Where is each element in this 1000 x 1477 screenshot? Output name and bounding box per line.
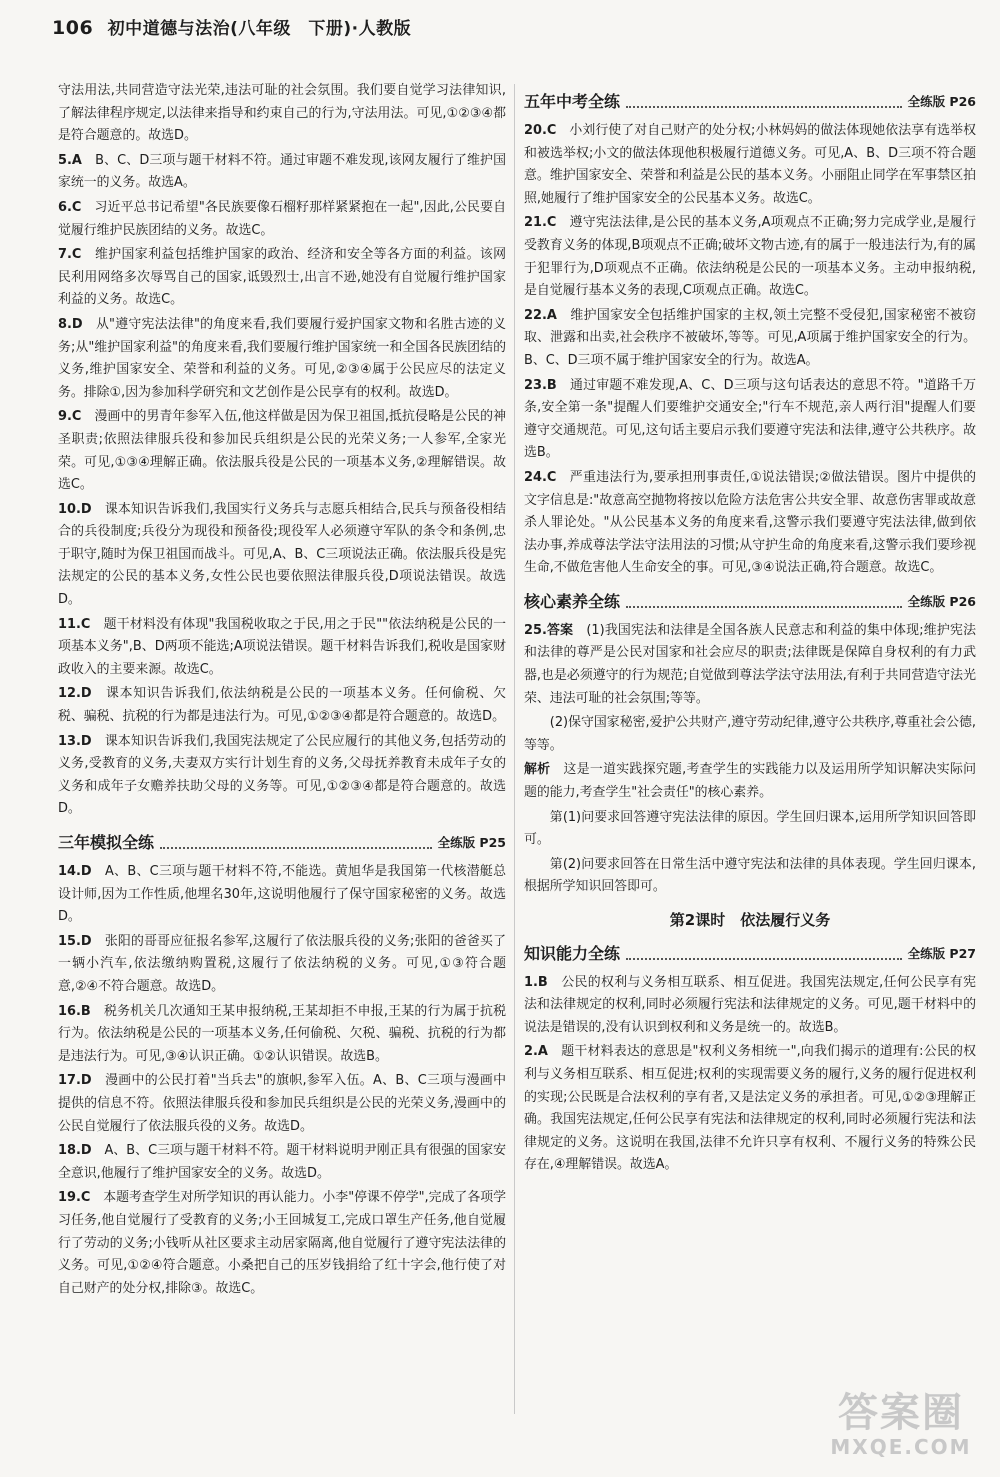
section-page-ref: 全练版 P27: [907, 946, 976, 961]
answer-item: 12.D 课本知识告诉我们,依法纳税是公民的一项基本义务。任何偷税、欠税、骗税、抗税的行为都是违法行为。可见,①②③④都是符合题意的。故选D。: [58, 686, 506, 725]
answer-item: 23.B 通过审题不难发现,A、C、D三项与这句话表达的意思不符。"道路千万条,安全第一条"提醒人们要维护交通安全;"行车不规范,亲人两行泪"提醒人们要遵守交通规范。可见,这句话主要启示我们要遵守宪法和法律,遵守公共秩序。故选B。: [524, 377, 976, 461]
lesson-title: 第2课时 依法履行义务: [669, 911, 831, 929]
answer-item: 22.A 维护国家安全包括维护国家的主权,领土完整不受侵犯,国家秘密不被窃取、泄露和出卖,社会秩序不被破坏,等等。可见,A项属于维护国家安全的行为。B、C、D三项不属于维护国家安全的行为。故选A。: [524, 307, 977, 368]
page-number: 106: [52, 17, 94, 39]
section-title: 核心素养全练: [524, 592, 621, 612]
section-page-ref: 全练版 P25: [437, 835, 506, 851]
answer-item: 2.A 题干材料表达的意思是"权利义务相统一",向我们揭示的道理有:公民的权利与义务相互联系、相互促进;权利的实现需要义务的履行,义务的履行促进权利的实现;公民既是合法权利的享有者,又是法定义务的承担者。可见,①②③理解正确。我国宪法规定,任何公民享有宪法和法律规定的权利,同时必须履行宪法和法律规定的义务。这说明在我国,法律不允许只享有权利、不履行义务的特殊公民存在,④理解错误。故选A。: [524, 1044, 976, 1173]
analysis-part-2: 第(2)问要求回答在日常生活中遵守宪法和法律的具体表现。学生回归课本,根据所学知识回答即可。: [524, 856, 976, 895]
answer-item: 13.D 课本知识告诉我们,我国宪法规定了公民应履行的其他义务,包括劳动的义务,受教育的义务,夫妻双方实行计划生育的义务,父母抚养教育未成年子女的义务和成年子女赡养扶助父母的义务等。可见,①②③④都是符合题意的。故选D。: [58, 733, 506, 817]
book-title: 初中道德与法治(八年级 下册)·人教版: [107, 19, 412, 39]
answer-item: 11.C 题干材料没有体现"我国税收取之于民,用之于民""依法纳税是公民的一项基本义务",B、D两项不能选;A项说法错误。题干材料告诉我们,税收是国家财政收入的主要来源。故选C。: [58, 616, 507, 677]
section-page-ref: 全练版 P26: [907, 594, 976, 610]
answer-item: 15.D 张阳的哥哥应征报名参军,这履行了依法服兵役的义务;张阳的爸爸买了一辆小汽车,依法缴纳购置税,这履行了依法纳税的义务。可见,①③符合题意,②④不符合题意。故选D。: [58, 933, 506, 994]
analysis: 解析 这是一道实践探究题,考查学生的实践能力以及运用所学知识解决实际问题的能力,考查学生"社会责任"的核心素养。: [524, 762, 977, 801]
analysis-part-1: 第(1)问要求回答遵守宪法法律的原因。学生回归课本,运用所学知识回答即可。: [524, 809, 976, 848]
answer-item: 1.B 公民的权利与义务相互联系、相互促进。我国宪法规定,任何公民享有宪法和法律规定的权利,同时必须履行宪法和法律规定的义务。可见,题干材料中的说法是错误的,没有认识到权利和义务是统一的。故选B。: [524, 974, 976, 1035]
answer-part-2: (2)保守国家秘密,爱护公共财产,遵守劳动纪律,遵守公共秩序,尊重社会公德,等等。: [524, 715, 976, 753]
left-column: [58, 80, 506, 1302]
answer-item: 10.D 课本知识告诉我们,我国实行义务兵与志愿兵相结合,民兵与预备役相结合的兵役制度;兵役分为现役和预备役;现役军人必须遵守军队的条令和条例,忠于职守,随时为保卫祖国而战斗。可见,A、B、C三项说法正确。依法服兵役是宪法规定的公民的基本义务,女性公民也要依照法律服兵役,D项说法错误。故选D。: [58, 501, 506, 608]
section-page-ref: 全练版 P26: [907, 94, 976, 110]
dotted-leader: [626, 106, 902, 108]
column-divider: [514, 84, 515, 1414]
section-title: 知识能力全练: [524, 944, 621, 963]
section-heading: [524, 588, 976, 614]
answer-item: 18.D A、B、C三项与题干材料不符。题干材料说明尹刚正具有很强的国家安全意识,他履行了维护国家安全的义务。故选D。: [58, 1143, 507, 1181]
page-header: [52, 14, 411, 44]
answer-item: 14.D A、B、C三项与题干材料不符,不能选。黄旭华是我国第一代核潜艇总设计师,因为工作性质,他埋名30年,这说明他履行了保守国家秘密的义务。故选D。: [58, 864, 507, 925]
answer-item: 7.C 维护国家利益包括维护国家的政治、经济和安全等各方面的利益。该网民利用网络多次辱骂自己的国家,诋毁烈士,出言不逊,她没有自觉履行维护国家利益的义务。故选C。: [58, 247, 507, 308]
site-watermark: 答案圈 MXQE.COM: [830, 1390, 972, 1459]
answer-item: 17.D 漫画中的公民打着"当兵去"的旗帜,参军入伍。A、B、C三项与漫画中提供的信息不符。依照法律服兵役和参加民兵组织是公民的光荣义务,漫画中的公民自觉履行了依法服兵役的义务。故选D。: [58, 1073, 506, 1134]
answer-item: 21.C 遵守宪法法律,是公民的基本义务,A项观点不正确;努力完成学业,是履行受教育义务的体现,B项观点不正确;破坏文物古迹,有的属于一般违法行为,有的属于犯罪行为,D项观点不正确。依法纳税是公民的一项基本义务。主动申报纳税,是自觉履行基本义务的表现,C项观点正确。故选C。: [524, 215, 977, 299]
answer-item: 9.C 漫画中的男青年参军入伍,他这样做是因为保卫祖国,抵抗侵略是公民的神圣职责;依照法律服兵役和参加民兵组织是公民的光荣义务;一人参军,全家光荣。可见,①③④理解正确。依法服兵役是公民的一项基本义务,②理解错误。故选C。: [58, 409, 506, 493]
answer-intro: 守法用法,共同营造守法光荣,违法可耻的社会氛围。我们要自觉学习法律知识,了解法律程序规定,以法律来指导和约束自己的行为,守法用法。可见,①②③④都是符合题意的。故选D。: [58, 83, 506, 144]
answer-item: 8.D 从"遵守宪法法律"的角度来看,我们要履行爱护国家文物和名胜古迹的义务;从"维护国家利益"的角度来看,我们要履行维护国家统一和全国各民族团结的义务,维护国家安全、荣誉和利益的义务。可见,②③④属于公民应尽的法定义务。排除①,因为参加科学研究和文艺创作是公民享有的权利。故选D。: [58, 316, 506, 400]
right-column: [524, 88, 976, 1179]
dotted-leader: [160, 847, 432, 849]
answer-item: 24.C 严重违法行为,要承担刑事责任,①说法错误;②做法错误。图片中提供的文字信息是:"故意高空抛物将按以危险方法危害公共安全罪、故意伤害罪或故意杀人罪论处。"从公民基本义务的角度来看,这警示我们要遵守宪法法律,做到依法办事,养成尊法学法守法用法的习惯;从守护生命的角度来看,这警示我们要珍视生命,不做危害他人生命安全的事。可见,③④说法正确,符合题意。故选C。: [524, 469, 977, 576]
answer-item: 19.C 本题考查学生对所学知识的再认能力。小李"停课不停学",完成了各项学习任务,他自觉履行了受教育的义务;小王回城复工,完成口罩生产任务,他自觉履行了劳动的义务;小钱听从社区要求主动居家隔离,他自觉履行了遵守宪法法律的义务。可见,①②④符合题意。小桑把自己的压岁钱捐给了红十字会,他行使了对自己财产的处分权,排除③。故选C。: [58, 1190, 506, 1296]
answer-item: 6.C 习近平总书记希望"各民族要像石榴籽那样紧紧抱在一起",因此,公民要自觉履行维护民族团结的义务。故选C。: [58, 199, 506, 238]
answer-item: 20.C 小刘行使了对自己财产的处分权;小林妈妈的做法体现她依法享有选举权和被选举权;小文的做法体现他积极履行道德义务。可见,A、B、D三项不符合题意。维护国家安全、荣誉和利益是公民的基本义务。小丽阻止同学在军事禁区拍照,她履行了维护国家安全的公民基本义务。故选C。: [524, 123, 977, 206]
section-title: 三年模拟全练: [58, 833, 155, 853]
section-heading: [524, 88, 976, 114]
dotted-leader: [626, 606, 902, 608]
answer-item: 16.B 税务机关几次通知王某申报纳税,王某却拒不申报,王某的行为属于抗税行为。依法纳税是公民的一项基本义务,任何偷税、欠税、骗税、抗税的行为都是违法行为。可见,③④认识正确。①②认识错误。故选B。: [58, 1003, 507, 1064]
answer-item-25: 25.答案 (1)我国宪法和法律是全国各族人民意志和利益的集中体现;维护宪法和法律的尊严是公民对国家和社会应尽的职责;法律既是保障自身权利的有力武器,也是必须遵守的行为规范;自觉做到尊法学法守法用法,有利于共同营造守法光荣、违法可耻的社会氛围;等等。: [524, 622, 976, 706]
section-heading: [524, 940, 976, 966]
section-heading: [58, 829, 506, 855]
dotted-leader: [626, 958, 902, 960]
answer-item: 5.A B、C、D三项与题干材料不符。通过审题不难发现,该网友履行了维护国家统一的义务。故选A。: [58, 152, 506, 191]
section-title: 五年中考全练: [524, 92, 621, 112]
